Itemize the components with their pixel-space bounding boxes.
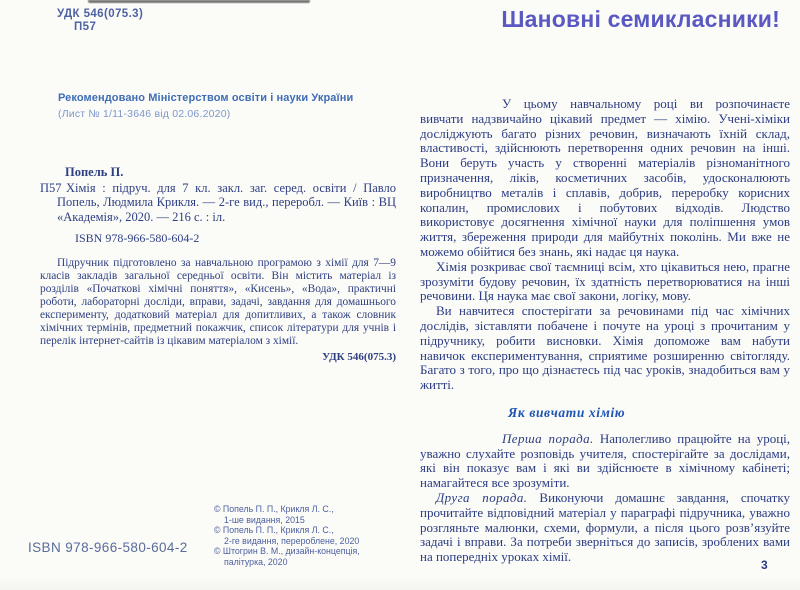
udk-number: УДК 546(075.3) — [57, 8, 144, 20]
catalog-label: П57 — [40, 180, 62, 195]
copyright-line: © Попель П. П., Крикля Л. С., — [214, 504, 334, 514]
isbn-catalog: ISBN 978-966-580-604-2 — [75, 231, 200, 245]
copyright-block — [214, 504, 394, 568]
udk-bottom: УДК 546(075.3) — [322, 350, 396, 363]
advice-lead: Друга порада. — [436, 489, 528, 505]
copyright-item — [214, 504, 394, 525]
annotation-text: Підручник підготовлено за навчальною програмою з хімії для 7—9 класів закладів загальної середньої освіти. Він містить матеріал із розділів «Початкові хімічні поняття», «Кисень», «Вода», практичні роботи, лабораторні досліди, вправи, задачі, завдання для домашнього експерименту, додатковий матеріал для допитливих, а також словник хімічних термінів, предметний покажчик, список літератури для учнів і перелік інтернет-сайтів із цікавим матеріалом з хімії. — [40, 256, 396, 347]
advice-paragraph — [420, 491, 790, 565]
copyright-line: 2-ге видання, перероблене, 2020 — [224, 535, 360, 546]
advice-text: Наполегливо працюйте на уроці, уважно слухайте розповідь учителя, спостерігайте за дослідами, які він показує вам і які ви здійснюєте в хімічному кабінеті; намагайтеся все зрозуміти. — [420, 430, 791, 491]
copyright-line: палітурка, 2020 — [224, 556, 288, 567]
advice-text: Виконуючи домашнє завдання, спочатку прочитайте відповідний матеріал у параграфі підручника, уважно розгляньте малюнки, схеми, формули, а після цього розв’язуйте задачі і вправи. За потреби зверніться до записів, зроблених вами на попередніх уроках хімії. — [420, 489, 790, 565]
author-heading: Попель П. — [65, 165, 124, 179]
right-page — [400, 0, 800, 590]
section-heading: Як вивчати хімію — [508, 404, 626, 420]
advice-lead: Перша порада. — [502, 430, 594, 446]
udk-classification — [57, 8, 143, 34]
copyright-item — [214, 525, 394, 546]
catalog-description: Хімія : підруч. для 7 кл. закл. заг. серед. освіти / Павло Попель, Людмила Крикля. — 2-ге вид., переробл. — Київ : ВЦ «Академія», 2020. — 216 с. : іл. — [57, 180, 396, 224]
chapter-title: Шановні семикласники! — [501, 6, 780, 32]
body-paragraph: Хімія розкриває свої таємниці всім, хто цікавиться нею, прагне зрозуміти будову речовин, їх здатність перетворюватися на інші речовини. Ця наука має свої закони, логіку, мову. — [420, 258, 790, 304]
cataloguing-block — [40, 165, 396, 364]
ministry-recommendation — [58, 92, 358, 120]
body-text-column — [420, 97, 790, 565]
copyright-item — [214, 546, 394, 567]
copyright-line: 1-ше видання, 2015 — [224, 514, 305, 525]
page-number: 3 — [761, 558, 768, 572]
body-paragraph: Ви навчитеся спостерігати за речовинами під час хімічних дослідів, зіставляти побачене і почуте на уроці з прочитаним у підручнику, робити висновки. Хімія допоможе вам набути навичок експериментування, сприятиме розширенню світогляду. Багато з того, про що дізнаєтесь під час уроків, знадобиться вам у житті. — [420, 303, 790, 393]
udk-author-sign: П57 — [74, 21, 97, 33]
recommendation-text: Рекомендовано Міністерством освіти і науки України — [58, 92, 354, 104]
isbn-bottom: ISBN 978-966-580-604-2 — [28, 540, 188, 555]
body-paragraph: У цьому навчальному році ви розпочинаєте вивчати надзвичайно цікавий предмет — хімію. Учені-хіміки досліджують багато різних речовин, визначають їхній склад, властивості, здійснюють перетворення одних речовин на інші. Вони беруть участь у створенні матеріалів різноманітного призначення, ліків, косметичних засобів, удосконалюють виробництво металів і сплавів, добрив, переробку корисних копалин, промислових і побутових відходів. Людство використовує досягнення хімічної науки для поліпшення умов життя, збереження природи для майбутніх поколінь. Ми вже не можемо обійтися без знань, які надає ця наука. — [420, 96, 790, 259]
copyright-line: © Попель П. П., Крикля Л. С., — [214, 525, 334, 536]
catalog-entry — [40, 180, 396, 225]
recommendation-letter-note: (Лист № 1/11-3646 від 02.06.2020) — [58, 108, 231, 120]
advice-paragraph — [420, 432, 790, 491]
copyright-line: © Штогрин В. М., дизайн-концепція, — [214, 546, 360, 557]
